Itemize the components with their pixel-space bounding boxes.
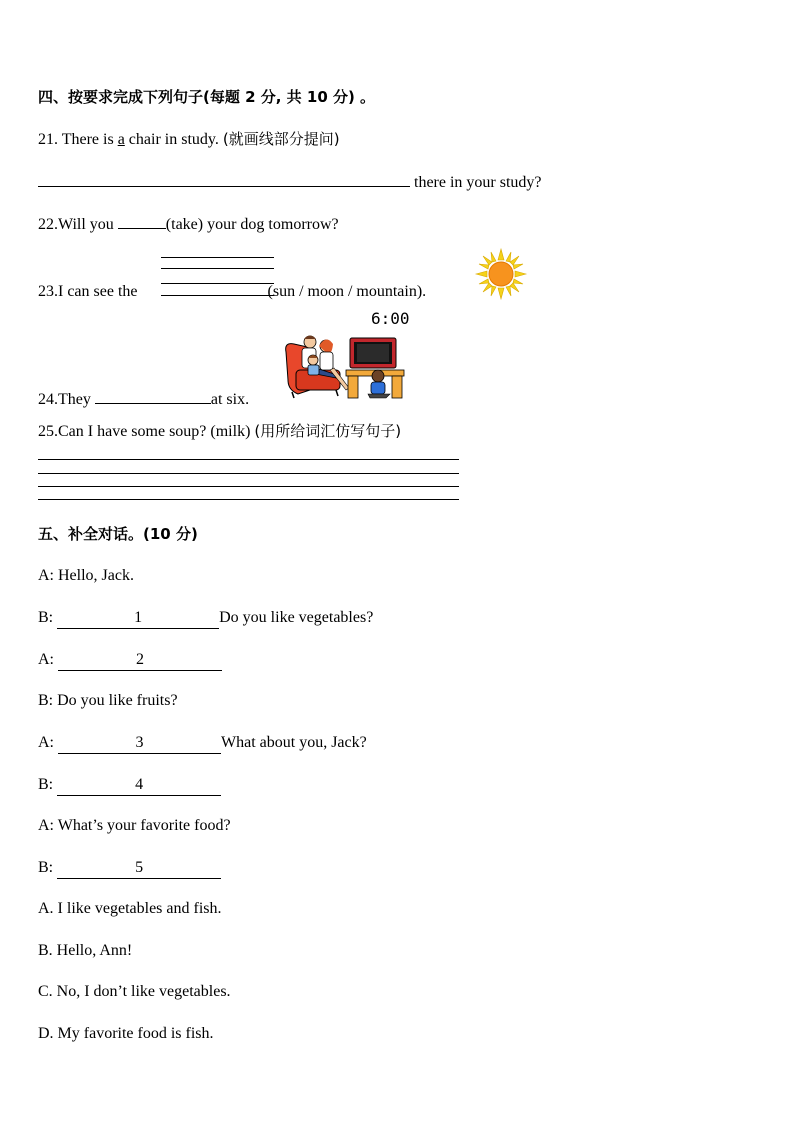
time-label: 6:00 bbox=[371, 309, 410, 328]
q23-options: (sun / moon / mountain). bbox=[267, 283, 427, 300]
q22-answer-blank[interactable] bbox=[118, 213, 166, 229]
q24-answer-blank[interactable] bbox=[95, 388, 211, 404]
dialog-blank-5[interactable]: 5 bbox=[57, 858, 221, 879]
q21-answer-tail: there in your study? bbox=[414, 174, 542, 191]
dialog-speaker: A: bbox=[38, 567, 58, 584]
question-24 bbox=[38, 388, 249, 410]
family-watching-tv-illustration bbox=[282, 330, 408, 400]
q22-text-pre: 22.Will you bbox=[38, 216, 118, 233]
dialog-speaker: B: bbox=[38, 609, 58, 626]
q23-text-pre: 23.I can see the bbox=[38, 283, 138, 300]
dialog-text: Do you like fruits? bbox=[57, 692, 178, 709]
dialog-blank-4[interactable]: 4 bbox=[57, 775, 221, 796]
q24-text-post: at six. bbox=[210, 391, 250, 408]
q21-text-post: chair in study. bbox=[124, 131, 223, 148]
q21-answer-blank[interactable] bbox=[38, 171, 410, 187]
dialog-speaker: B: bbox=[38, 692, 58, 709]
q23-writing-line[interactable] bbox=[161, 268, 274, 269]
q21-text-pre: . There is bbox=[54, 131, 118, 148]
dialog-line-4 bbox=[38, 691, 178, 711]
q25-writing-line[interactable] bbox=[38, 499, 459, 500]
answer-option-c: C. No, I don’t like vegetables. bbox=[38, 983, 231, 1000]
dialog-text: What’s your favorite food? bbox=[57, 817, 231, 834]
section-4-heading: 四、按要求完成下列句子(每题 2 分, 共 10 分) 。 bbox=[38, 88, 376, 106]
q25-writing-line[interactable] bbox=[38, 473, 459, 474]
q25-writing-line[interactable] bbox=[38, 486, 459, 487]
section-5-heading: 五、补全对话。(10 分) bbox=[38, 525, 198, 543]
question-22 bbox=[38, 213, 339, 235]
dialog-line-6 bbox=[38, 775, 221, 796]
dialog-line-1 bbox=[38, 566, 134, 586]
q21-answer-line bbox=[38, 171, 542, 193]
question-21 bbox=[38, 129, 340, 150]
dialog-speaker: A: bbox=[38, 817, 58, 834]
dialog-line-2 bbox=[38, 608, 373, 629]
dialog-speaker: A: bbox=[38, 734, 58, 751]
q21-instruction: (就画线部分提问) bbox=[222, 130, 340, 148]
answer-option-a: A. I like vegetables and fish. bbox=[38, 900, 222, 917]
dialog-blank-1[interactable]: 1 bbox=[57, 608, 219, 629]
q21-underlined-word: a bbox=[117, 131, 125, 148]
dialog-text: Do you like vegetables? bbox=[219, 609, 374, 626]
dialog-line-8 bbox=[38, 858, 221, 879]
question-23 bbox=[38, 282, 426, 302]
sun-icon bbox=[476, 249, 526, 299]
q22-hint: (take) your dog tomorrow? bbox=[165, 216, 339, 233]
dialog-speaker: A: bbox=[38, 651, 58, 668]
dialog-line-3 bbox=[38, 650, 222, 671]
q25-instruction: (用所给词汇仿写句子) bbox=[254, 422, 402, 440]
dialog-speaker: B: bbox=[38, 859, 58, 876]
q23-writing-line[interactable] bbox=[161, 257, 274, 258]
q25-text-pre: 25.Can I have some soup? (milk) bbox=[38, 423, 255, 440]
dialog-text: What about you, Jack? bbox=[221, 734, 367, 751]
dialog-blank-2[interactable]: 2 bbox=[58, 650, 222, 671]
dialog-blank-3[interactable]: 3 bbox=[58, 733, 221, 754]
q24-text-pre: 24.They bbox=[38, 391, 95, 408]
dialog-line-5 bbox=[38, 733, 367, 754]
answer-option-d: D. My favorite food is fish. bbox=[38, 1025, 214, 1042]
dialog-speaker: B: bbox=[38, 776, 58, 793]
dialog-line-7 bbox=[38, 816, 231, 836]
dialog-text: Hello, Jack. bbox=[58, 567, 134, 584]
q21-number: 21 bbox=[38, 131, 54, 148]
q25-writing-line[interactable] bbox=[38, 459, 459, 460]
question-25 bbox=[38, 421, 401, 442]
answer-option-b: B. Hello, Ann! bbox=[38, 942, 133, 959]
